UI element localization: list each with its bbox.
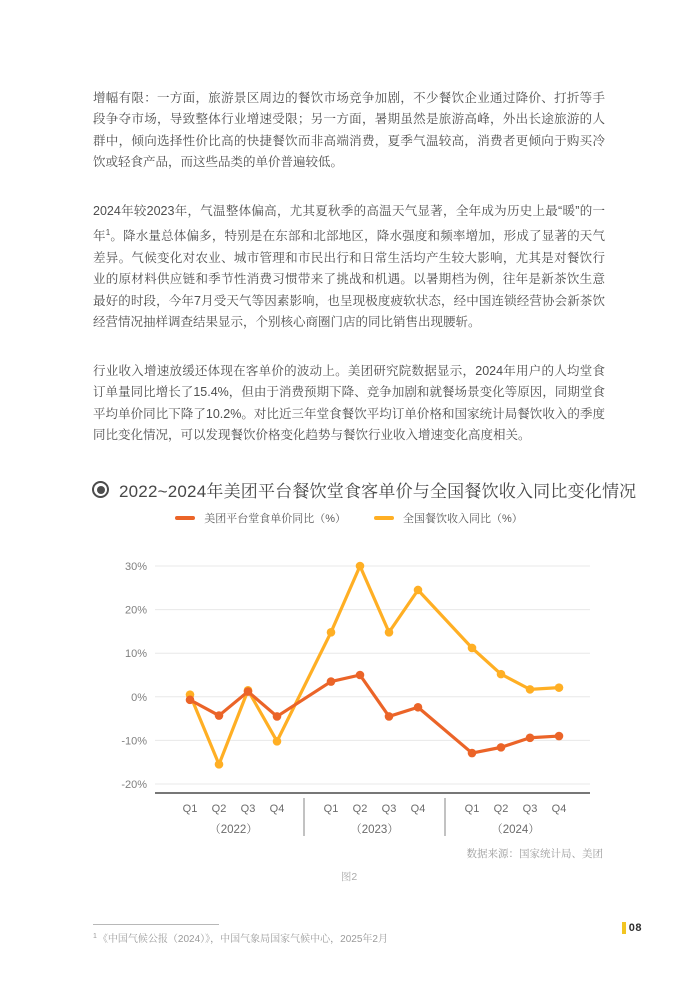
legend-yellow-dash-icon xyxy=(374,516,394,520)
x-axis-tick-label: Q3 xyxy=(381,803,397,815)
paragraph-1: 增幅有限：一方面，旅游景区周边的餐饮市场竞争加剧，不少餐饮企业通过降价、打折等手段争夺市场，导致整体行业增速受限；另一方面，暑期虽然是旅游高峰，外出长途旅游的人群中，倾向选择性价比高的快捷餐饮而非高端消费，夏季气温较高，消费者更倾向于购买冷饮或轻食产品，而这些品类的单价普遍较低。 xyxy=(93,91,605,170)
data-point xyxy=(555,683,564,692)
y-axis-tick-label: 10% xyxy=(124,648,147,661)
x-axis-tick-label: Q1 xyxy=(323,803,339,815)
figure-number-label: 图2 xyxy=(340,871,358,883)
chart-legend xyxy=(0,510,698,526)
y-axis-tick-label: 20% xyxy=(124,604,147,617)
y-axis-tick-label: 30% xyxy=(124,561,147,573)
footnote xyxy=(93,930,388,945)
paragraph-2-text: 2024年较2023年，气温整体偏高，尤其夏秋季的高温天气显著，全年成为历史上最“暖”的一年 xyxy=(93,204,605,244)
data-source-note: 数据来源：国家统计局、美团 xyxy=(466,848,603,860)
data-point xyxy=(327,677,336,686)
data-point xyxy=(356,562,365,571)
line-chart xyxy=(100,553,597,843)
y-axis-tick-label: -20% xyxy=(121,779,147,791)
data-point xyxy=(526,733,535,742)
x-axis-tick-label: Q4 xyxy=(551,803,567,815)
data-point xyxy=(497,670,506,679)
legend-item-meituan-price xyxy=(175,510,346,526)
data-point xyxy=(555,732,564,741)
x-axis-tick-label: Q3 xyxy=(240,803,256,815)
legend-orange-dash-icon xyxy=(175,516,195,520)
footnote-reference-mark: 1 xyxy=(105,228,111,238)
x-axis-tick-label: Q4 xyxy=(410,803,426,815)
data-point xyxy=(215,760,224,769)
paragraph-3: 行业收入增速放缓还体现在客单价的波动上。美团研究院数据显示，2024年用户的人均堂食订单量同比增长了15.4%，但由于消费预期下降、竞争加剧和就餐场景变化等原因，同期堂食平均单价同比下降了10.2%。对比近三年堂食餐饮平均订单价格和国家统计局餐饮收入的季度同比变化情况，可以发现餐饮价格变化趋势与餐饮行业收入增速变化高度相关。 xyxy=(93,364,605,443)
data-point xyxy=(273,737,282,746)
x-axis-year-label: （2023） xyxy=(350,824,399,836)
x-axis-year-label: （2022） xyxy=(209,824,258,836)
data-point xyxy=(356,671,365,680)
x-axis-tick-label: Q2 xyxy=(493,803,509,815)
footnote-sup: 1 xyxy=(93,932,97,940)
series-line xyxy=(190,566,559,764)
target-bullet-icon xyxy=(92,481,109,498)
page-number-badge xyxy=(622,922,642,934)
legend-label: 美团平台堂食单价同比（%） xyxy=(204,513,346,525)
data-point xyxy=(468,644,477,653)
y-axis-tick-label: -10% xyxy=(121,735,147,748)
x-axis-tick-label: Q4 xyxy=(269,803,285,815)
x-axis-tick-label: Q1 xyxy=(464,803,480,815)
figure-title-row xyxy=(92,477,636,502)
x-axis-tick-label: Q2 xyxy=(211,803,227,815)
data-point xyxy=(273,712,282,721)
legend-label: 全国餐饮收入同比（%） xyxy=(403,513,523,525)
data-point xyxy=(526,685,535,694)
x-axis-tick-label: Q3 xyxy=(522,803,538,815)
footnote-text: 《中国气候公报（2024）》，中国气象局国家气候中心，2025年2月 xyxy=(97,934,388,945)
y-axis-tick-label: 0% xyxy=(131,691,147,704)
page-number: 08 xyxy=(628,922,642,934)
paragraph-2 xyxy=(93,201,605,334)
data-point xyxy=(385,712,394,721)
data-point xyxy=(468,749,477,758)
figure-title: 2022~2024年美团平台餐饮堂食客单价与全国餐饮收入同比变化情况 xyxy=(119,482,637,501)
paragraph-2-text-continued: 。降水量总体偏多，特别是在东部和北部地区，降水强度和频率增加，形成了显著的天气差异。气候变化对农业、城市管理和市民出行和日常生活均产生较大影响，尤其是对餐饮行业的原材料供应链和季节性消费习惯带来了挑战和机遇。以暑期档为例，往年是新茶饮生意最好的时段，今年7月受天气等因素影响，也呈现极度疲软状态，经中国连锁经营协会新茶饮经营情况抽样调查结果显示，个别核心商圈门店的同比销售出现腰斩。 xyxy=(93,229,605,330)
data-point xyxy=(244,687,253,696)
data-point xyxy=(327,628,336,637)
data-point xyxy=(215,711,224,720)
data-point xyxy=(414,703,423,712)
x-axis-tick-label: Q1 xyxy=(182,803,198,815)
page-badge-bar-icon xyxy=(622,922,626,934)
data-point xyxy=(414,586,423,595)
data-point xyxy=(497,743,506,752)
series-line xyxy=(190,675,559,753)
footnote-divider xyxy=(93,924,219,925)
legend-item-national-revenue xyxy=(374,510,523,526)
data-point xyxy=(186,696,195,705)
x-axis-tick-label: Q2 xyxy=(352,803,368,815)
data-point xyxy=(385,628,394,637)
x-axis-year-label: （2024） xyxy=(491,824,540,836)
